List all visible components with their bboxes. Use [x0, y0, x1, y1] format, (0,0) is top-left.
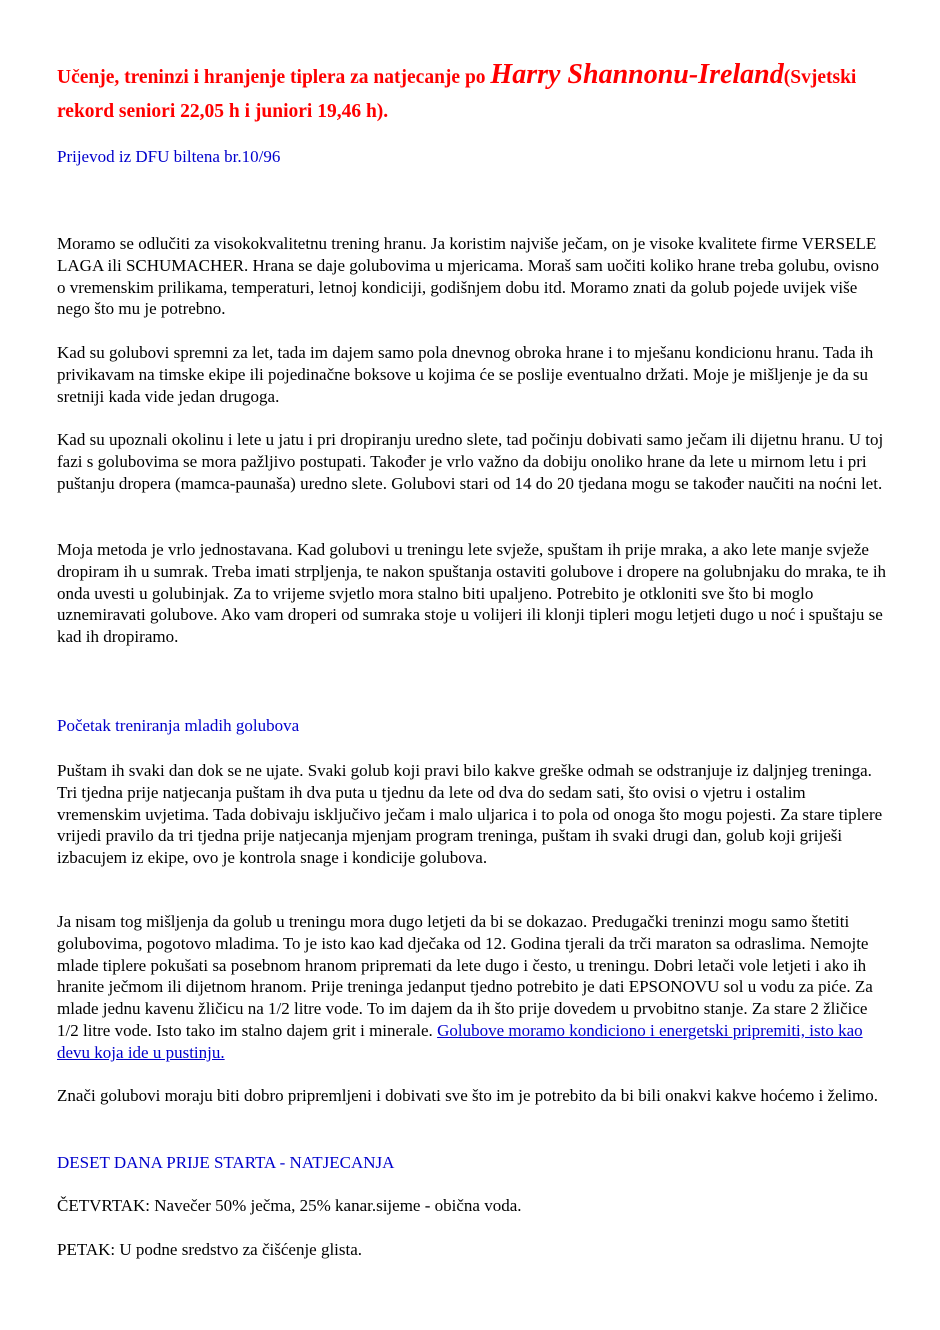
document-title — [57, 58, 887, 129]
conditioning-link[interactable]: Golubove moramo kondiciono i energetski pripremiti, isto kao devu koja ide u pustinju. — [57, 1020, 863, 1062]
title-part3: (Svjetski rekord seniori 22,05 h i juniori 19,46 h). — [57, 67, 857, 122]
section-heading-ten-days: DESET DANA PRIJE STARTA - NATJECANJA — [57, 1153, 395, 1172]
paragraph-long-training — [57, 911, 887, 1064]
paragraph-ready-to-fly: Kad su golubovi spremni za let, tada im dajem samo pola dnevnog obroka hrane i to mješanu kondicionu hranu. Tada ih privikavam na timske ekipe ili pojedinačne boksove u kojima će se poslije eventualno držati. Moje je mišljenje je da su sretniji kada vide jedan drugoga. — [57, 343, 874, 406]
paragraph-dropping: Kad su upoznali okolinu i lete u jatu i pri dropiranju uredno slete, tad počinju dobivati samo ječam ili dijetnu hranu. U toj fazi s golubovima se mora pažljivo postupati. Također je vrlo važno da dobiju onoliko hrane da lete u mirnom letu i pri puštanju dropera (mamca-paunaša) uredno slete. Golubovi stari od 14 do 20 tjedana mogu se također naučiti na noćni let. — [57, 430, 884, 493]
title-part1: Učenje, treninzi i hranjenje tiplera za natjecanje po — [57, 67, 491, 88]
title-author: Harry Shannonu-Ireland — [490, 59, 784, 90]
section-heading-training-start: Početak treniranja mladih golubova — [57, 716, 300, 735]
paragraph-preparation: Znači golubovi moraju biti dobro pripremljeni i dobivati sve što im je potrebito da bi bili onakvi kakve hoćemo i želimo. — [57, 1086, 879, 1105]
paragraph-feed-quality: Moramo se odlučiti za visokokvalitetnu trening hranu. Ja koristim najviše ječam, on je visoke kvalitete firme VERSELE LAGA ili SCHUMACHER. Hrana se daje golubovima u mjericama. Moraš sam uočiti koliko hrane treba golubu, ovisno o vremenskim prilikama, temperaturi, letnoj kondiciji, godišnjem dobu itd. Moramo znati da golub pojede uvijek više nego što mu je potrebno. — [57, 234, 880, 319]
paragraph-method: Moja metoda je vrlo jednostavana. Kad golubovi u treningu lete svježe, spuštam ih prije mraka, a ako lete manje svježe dropiram ih u sumrak. Treba imati strpljenja, te nakon spuštanja ostaviti golubove i dropere na golubnjaku do mraka, te ih onda uvesti u golubinjak. Za to vrijeme svjetlo mora stalno biti upaljeno. Potrebito je otkloniti sve što bi moglo uznemiravati golubove. Ako vam droperi od sumraka stoje u volijeri ili klonji tipleri mogu letjeti dugo u noć i spuštaju se kad ih dropiramo. — [57, 540, 887, 647]
schedule-friday: PETAK: U podne sredstvo za čišćenje glista. — [57, 1240, 363, 1259]
translation-source: Prijevod iz DFU biltena br.10/96 — [57, 147, 281, 166]
paragraph-long-training-text: Ja nisam tog mišljenja da golub u treningu mora dugo letjeti da bi se dokazao. Predugački treninzi mogu samo štetiti golubovima, pogotovo mladima. To je isto kao kad dječaka od 12. Godina tjerali da trči maraton sa odraslima. Nemojte mlade tiplere pokušati sa posebnom hranom pripremati da lete dugo i često, u treningu. Dobri letači vole letjeti i ako ih hranite ječmom ili dijetnom hranom. Prije treninga jedanput tjedno potrebito je dati EPSONOVU sol u vodu za piće. Za mlade jednu kavenu žličicu na 1/2 litre vode. To im dajem da ih što prije dovedem u prvobitno stanje. Za stare 2 žličice 1/2 litre vode. Isto tako im stalno dajem grit i minerale. — [57, 912, 873, 1040]
paragraph-daily-release: Puštam ih svaki dan dok se ne ujate. Svaki golub koji pravi bilo kakve greške odmah se odstranjuje iz daljnjeg treninga. Tri tjedna prije natjecanja puštam ih dva puta u tjednu da lete od dva do sedam sati, što ovisi o vjetru i ostalim vremenskim uvjetima. Tada dobivaju isključivo ječam i malo uljarica i to pola od onoga što mogu pojesti. Za stare tiplere vrijedi pravilo da tri tjedna prije natjecanja mjenjam program treninga, puštam ih svaki drugi dan, golub koji griješi izbacujem iz ekipe, ovo je kontrola snage i kondicije golubova. — [57, 761, 883, 868]
schedule-thursday: ČETVRTAK: Navečer 50% ječma, 25% kanar.sijeme - obična voda. — [57, 1196, 522, 1215]
